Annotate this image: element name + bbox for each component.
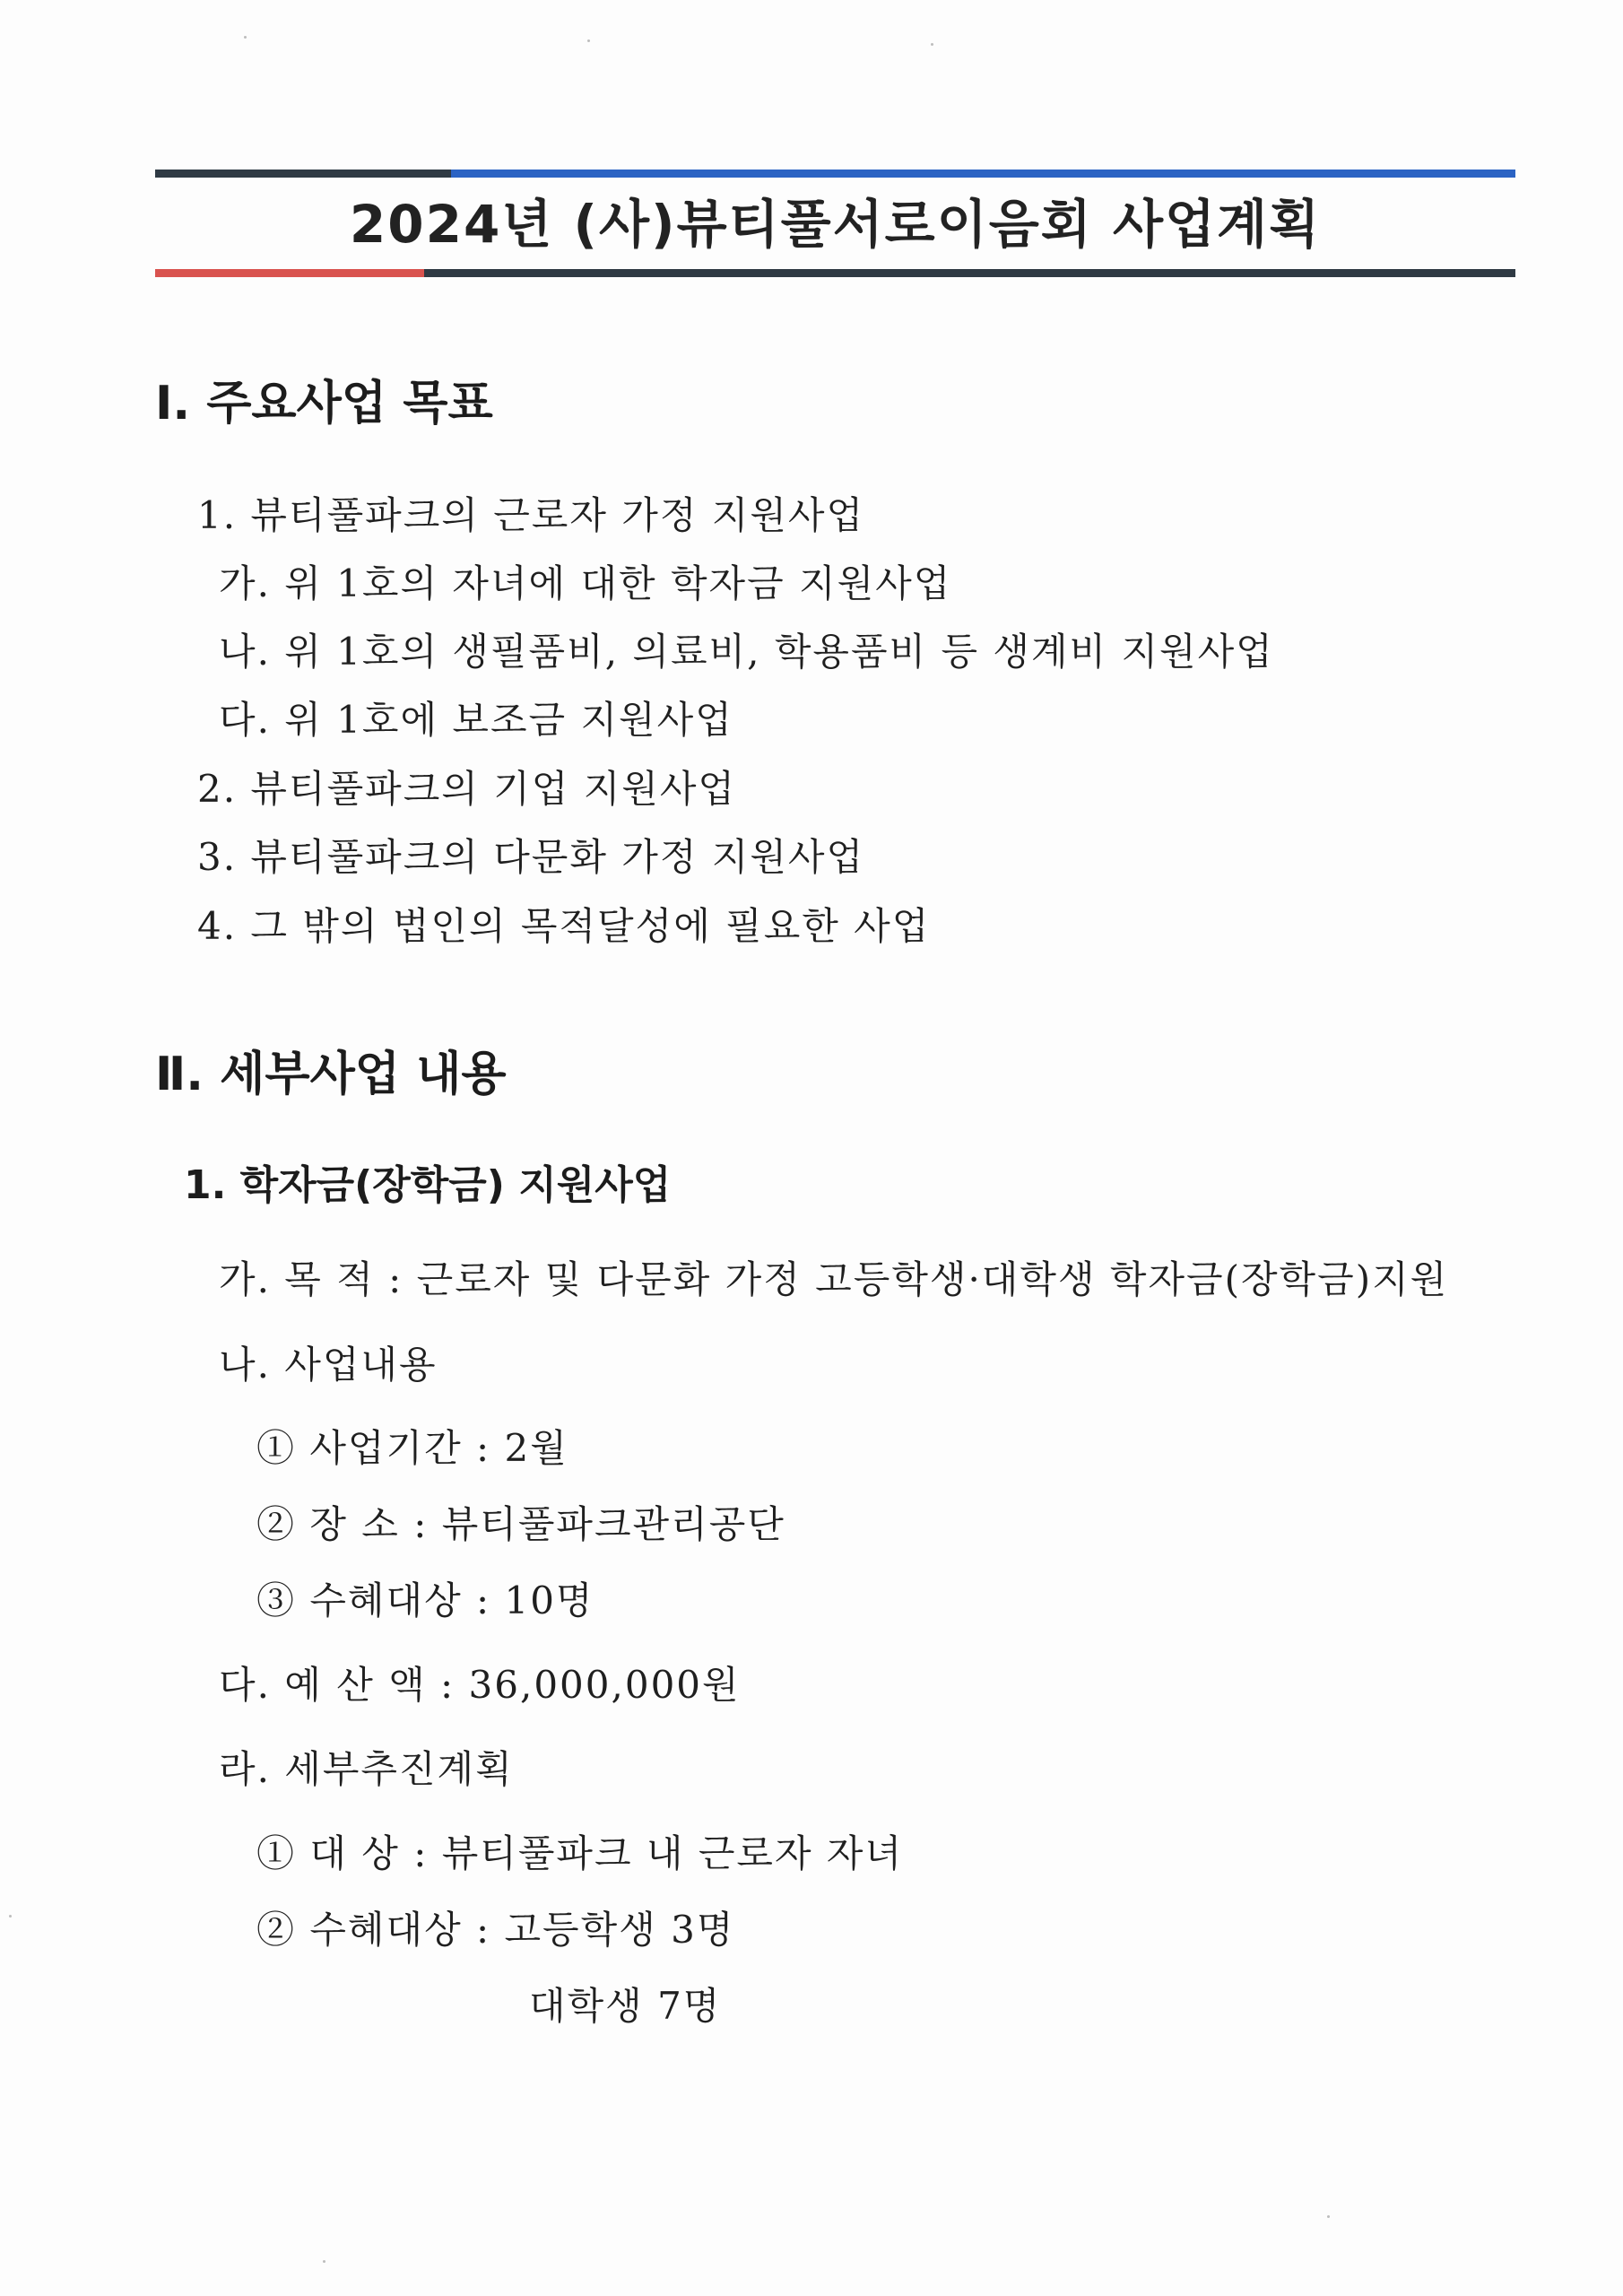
document-title: 2024년 (사)뷰티풀서로이음회 사업계획 <box>349 194 1322 255</box>
scan-speck <box>323 2260 325 2263</box>
purpose-line: 가. 목 적 : 근로자 및 다문화 가정 고등학생·대학생 학자금(장학금)지원 <box>219 1257 1449 1301</box>
section1-item: 다. 위 1호에 보조금 지원사업 <box>219 698 733 742</box>
scan-speck <box>244 36 247 39</box>
section1-item: 3. 뷰티풀파크의 다문화 가정 지원사업 <box>197 835 865 879</box>
title-top-rule <box>155 170 1515 178</box>
bottom-rule-red-segment <box>155 269 424 277</box>
plan-item: ② 수혜대상 : 고등학생 3명 <box>256 1908 735 1952</box>
budget-line: 다. 예 산 액 : 36,000,000원 <box>219 1663 741 1707</box>
plan-item: ① 대 상 : 뷰티풀파크 내 근로자 자녀 <box>256 1831 904 1875</box>
top-rule-dark-segment <box>155 170 451 178</box>
section1-item: 가. 위 1호의 자녀에 대한 학자금 지원사업 <box>219 561 952 605</box>
bottom-rule-dark-segment <box>424 269 1515 277</box>
title-bottom-rule <box>155 269 1515 277</box>
section2-heading: Ⅱ. 세부사업 내용 <box>155 1048 507 1101</box>
section2-sub1-heading: 1. 학자금(장학금) 지원사업 <box>184 1162 672 1208</box>
scan-speck <box>1327 2215 1330 2218</box>
top-rule-blue-segment <box>451 170 1515 178</box>
section1-item: 2. 뷰티풀파크의 기업 지원사업 <box>197 767 736 811</box>
content-item: ② 장 소 : 뷰티풀파크관리공단 <box>256 1502 785 1546</box>
content-item: ③ 수혜대상 : 10명 <box>256 1578 595 1622</box>
content-item: ① 사업기간 : 2월 <box>256 1426 568 1470</box>
scan-speck <box>931 43 933 46</box>
section1-heading: Ⅰ. 주요사업 목표 <box>155 377 493 430</box>
section1-item: 나. 위 1호의 생필품비, 의료비, 학용품비 등 생계비 지원사업 <box>219 630 1274 674</box>
scan-speck <box>587 39 590 42</box>
scan-speck <box>9 1915 12 1918</box>
section1-item: 1. 뷰티풀파크의 근로자 가정 지원사업 <box>197 493 865 537</box>
plan-label: 라. 세부추진계획 <box>219 1747 514 1791</box>
content-label: 나. 사업내용 <box>219 1343 438 1387</box>
section1-item: 4. 그 밖의 법인의 목적달성에 필요한 사업 <box>197 904 931 948</box>
plan-item-continuation: 대학생 7명 <box>529 1984 722 2028</box>
